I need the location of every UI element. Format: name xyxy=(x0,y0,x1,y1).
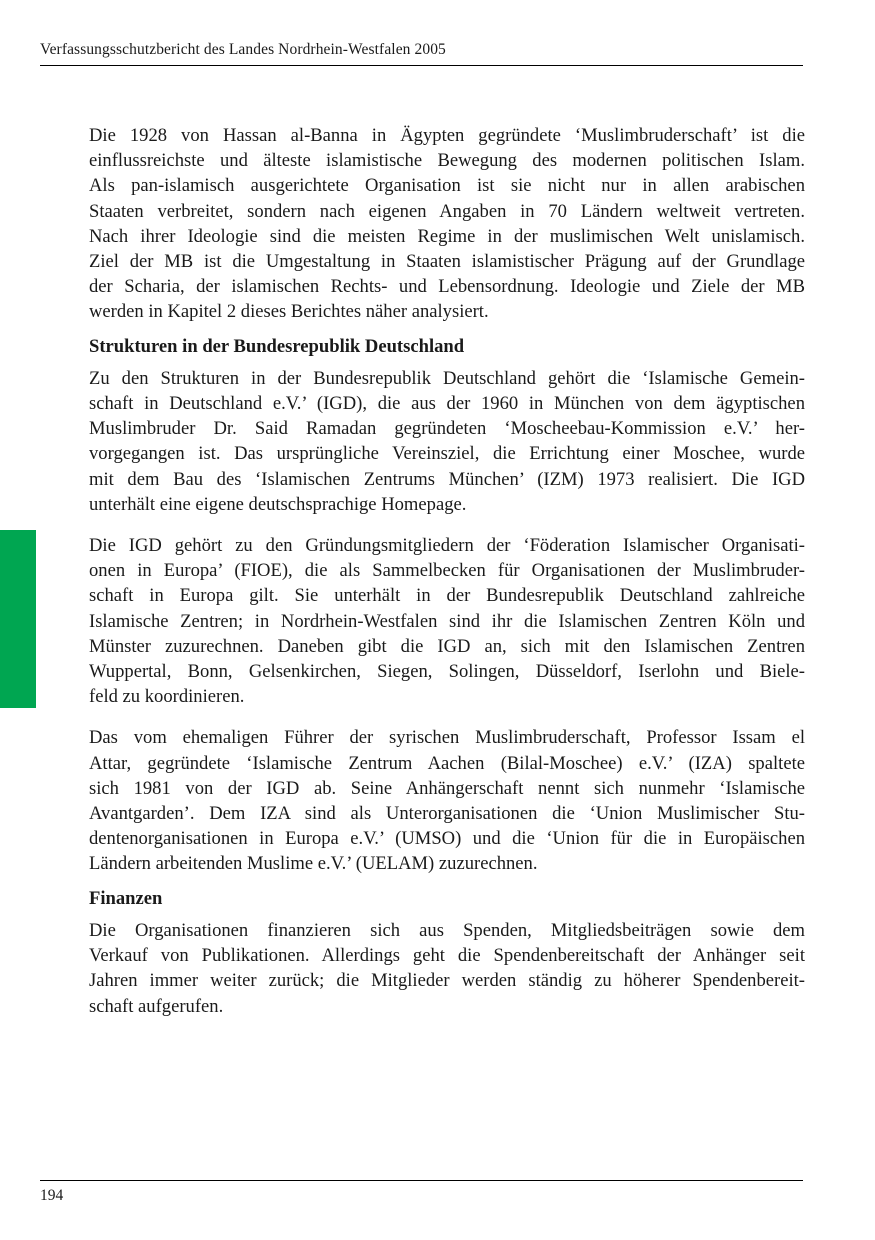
text-line: vorgegangen ist. Das ursprüngliche Vereinsziel, die Errichtung einer Moschee, wurde xyxy=(89,443,805,465)
text-line: unterhält eine eigene deutschsprachige Homepage. xyxy=(89,493,467,515)
text-line: Staaten verbreitet, sondern nach eigenen Angaben in 70 Ländern weltweit vertreten. xyxy=(89,200,805,222)
text-line: einflussreichste und älteste islamistische Bewegung des modernen politischen Islam. xyxy=(89,150,805,172)
text-line: Attar, gegründete ‘Islamische Zentrum Aachen (Bilal-Moschee) e.V.’ (IZA) spaltete xyxy=(89,752,805,774)
text-line: Wuppertal, Bonn, Gelsenkirchen, Siegen, Solingen, Düsseldorf, Iserlohn und Biele- xyxy=(89,661,805,683)
paragraph-fioe xyxy=(89,533,805,709)
text-line: werden in Kapitel 2 dieses Berichtes näher analysiert. xyxy=(89,301,489,323)
text-line: Zu den Strukturen in der Bundesrepublik Deutschland gehört die ‘Islamische Gemein- xyxy=(89,367,805,389)
chapter-side-tab xyxy=(0,530,36,708)
text-line: Das vom ehemaligen Führer der syrischen Muslimbruderschaft, Professor Issam el xyxy=(89,727,805,749)
text-line: der Scharia, der islamischen Rechts- und Lebensordnung. Ideologie und Ziele der MB xyxy=(89,276,805,298)
running-header: Verfassungsschutzbericht des Landes Nordrhein-Westfalen 2005 xyxy=(40,41,446,58)
text-line: schaft in Deutschland e.V.’ (IGD), die aus der 1960 in München von dem ägyptischen xyxy=(89,393,805,415)
text-line: Ziel der MB ist die Umgestaltung in Staaten islamistischer Prägung auf der Grundlage xyxy=(89,251,805,273)
page-number: 194 xyxy=(40,1187,64,1204)
text-line: Jahren immer weiter zurück; die Mitglieder werden ständig zu höherer Spendenbereit- xyxy=(89,970,805,992)
section-heading-finanzen: Finanzen xyxy=(89,887,163,909)
paragraph-igd-origin xyxy=(89,366,805,517)
text-line: Die Organisationen finanzieren sich aus Spenden, Mitgliedsbeiträgen sowie dem xyxy=(89,919,805,941)
text-line: Verkauf von Publikationen. Allerdings geht die Spendenbereitschaft der Anhänger seit xyxy=(89,945,805,967)
text-line: Ländern arbeitenden Muslime e.V.’ (UELAM) zuzurechnen. xyxy=(89,853,538,875)
text-line: mit dem Bau des ‘Islamischen Zentrums München’ (IZM) 1973 realisiert. Die IGD xyxy=(89,468,805,490)
text-line: Muslimbruder Dr. Said Ramadan gegründeten ‘Moscheebau-Kommission e.V.’ her- xyxy=(89,418,805,440)
paragraph-intro xyxy=(89,123,805,325)
body-text xyxy=(89,123,805,1019)
text-line: feld zu koordinieren. xyxy=(89,686,245,708)
section-heading-strukturen: Strukturen in der Bundesrepublik Deutschland xyxy=(89,335,465,357)
text-line: schaft in Europa gilt. Sie unterhält in der Bundesrepublik Deutschland zahlreiche xyxy=(89,585,805,607)
text-line: onen in Europa’ (FIOE), die als Sammelbecken für Organisationen der Muslimbruder- xyxy=(89,560,805,582)
header-rule xyxy=(40,65,803,66)
text-line: schaft aufgerufen. xyxy=(89,995,224,1017)
text-line: sich 1981 von der IGD ab. Seine Anhängerschaft nennt sich nunmehr ‘Islamische xyxy=(89,777,805,799)
text-line: Münster zuzurechnen. Daneben gibt die IGD an, sich mit den Islamischen Zentren xyxy=(89,635,805,657)
text-line: Die IGD gehört zu den Gründungsmitgliedern der ‘Föderation Islamischer Organisati- xyxy=(89,535,805,557)
paragraph-finanzen xyxy=(89,918,805,1019)
paragraph-iza xyxy=(89,725,805,876)
text-line: Islamische Zentren; in Nordrhein-Westfalen sind ihr die Islamischen Zentren Köln und xyxy=(89,610,805,632)
footer-rule xyxy=(40,1180,803,1181)
text-line: dentenorganisationen in Europa e.V.’ (UMSO) und die ‘Union für die in Europäischen xyxy=(89,828,805,850)
text-line: Als pan-islamisch ausgerichtete Organisation ist sie nicht nur in allen arabischen xyxy=(89,175,805,197)
text-line: Nach ihrer Ideologie sind die meisten Regime in der muslimischen Welt unislamisch. xyxy=(89,225,805,247)
text-line: Avantgarden’. Dem IZA sind als Unterorganisationen die ‘Union Muslimischer Stu- xyxy=(89,803,805,825)
text-line: Die 1928 von Hassan al-Banna in Ägypten gegründete ‘Muslimbruderschaft’ ist die xyxy=(89,125,805,146)
